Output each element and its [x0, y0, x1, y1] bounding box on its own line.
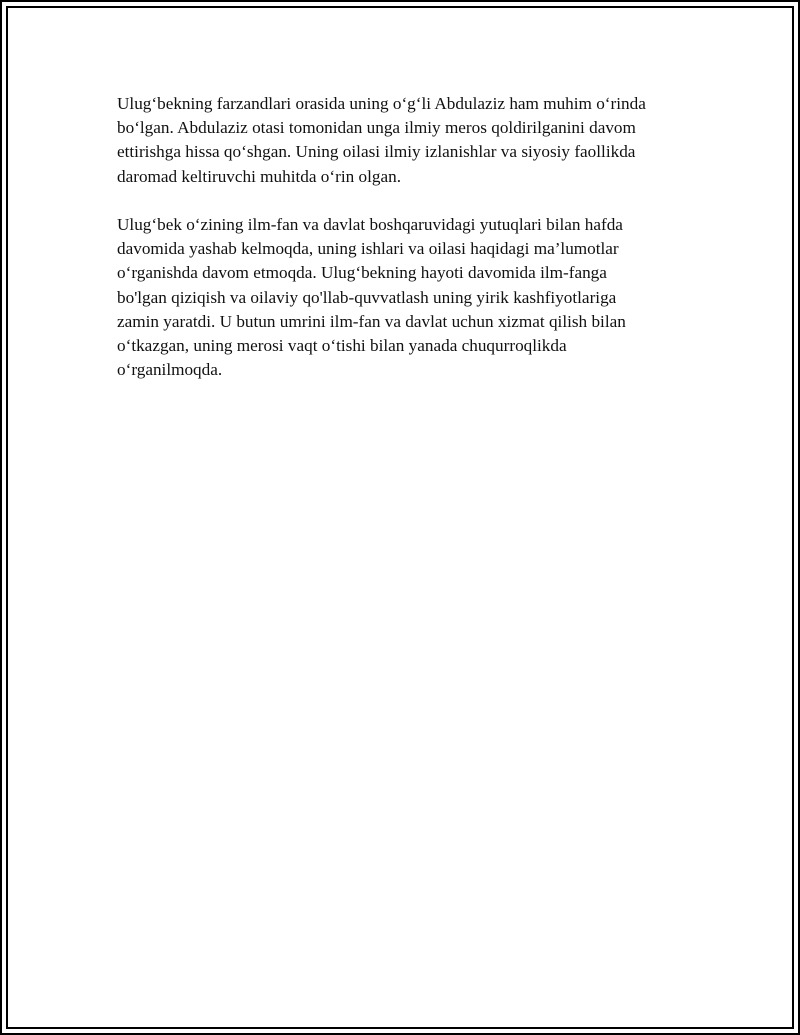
- text-line: Ulug‘bek o‘zining ilm-fan va davlat boshqaruvidagi yutuqlari bilan hafda: [117, 215, 623, 234]
- paragraph-2: [117, 213, 697, 382]
- text-line: bo‘lgan. Abdulaziz otasi tomonidan unga ilmiy meros qoldirilganini davom: [117, 118, 636, 138]
- text-line: o‘rganishda davom etmoqda. Ulug‘bekning hayoti davomida ilm-fanga: [117, 263, 607, 283]
- text-line: bo'lgan qiziqish va oilaviy qo'llab-quvvatlash uning yirik kashfiyotlariga: [117, 287, 617, 307]
- text-line: o‘rganilmoqda.: [117, 360, 223, 380]
- text-line: zamin yaratdi. U butun umrini ilm-fan va davlat uchun xizmat qilish bilan: [117, 311, 626, 331]
- text-line: o‘tkazgan, uning merosi vaqt o‘tishi bilan yanada chuqurroqlikda: [117, 336, 567, 356]
- text-line: davomida yashab kelmoqda, uning ishlari va oilasi haqidagi ma’lumotlar: [117, 239, 619, 259]
- text-line: ettirishga hissa qo‘shgan. Uning oilasi ilmiy izlanishlar va siyosiy faollikda: [117, 142, 636, 162]
- text-line: daromad keltiruvchi muhitda o‘rin olgan.: [117, 166, 401, 186]
- paragraph-1: [117, 92, 697, 189]
- document-body: [117, 92, 697, 407]
- text-line: Ulug‘bekning farzandlari orasida uning o‘g‘li Abdulaziz ham muhim o‘rinda: [117, 94, 646, 113]
